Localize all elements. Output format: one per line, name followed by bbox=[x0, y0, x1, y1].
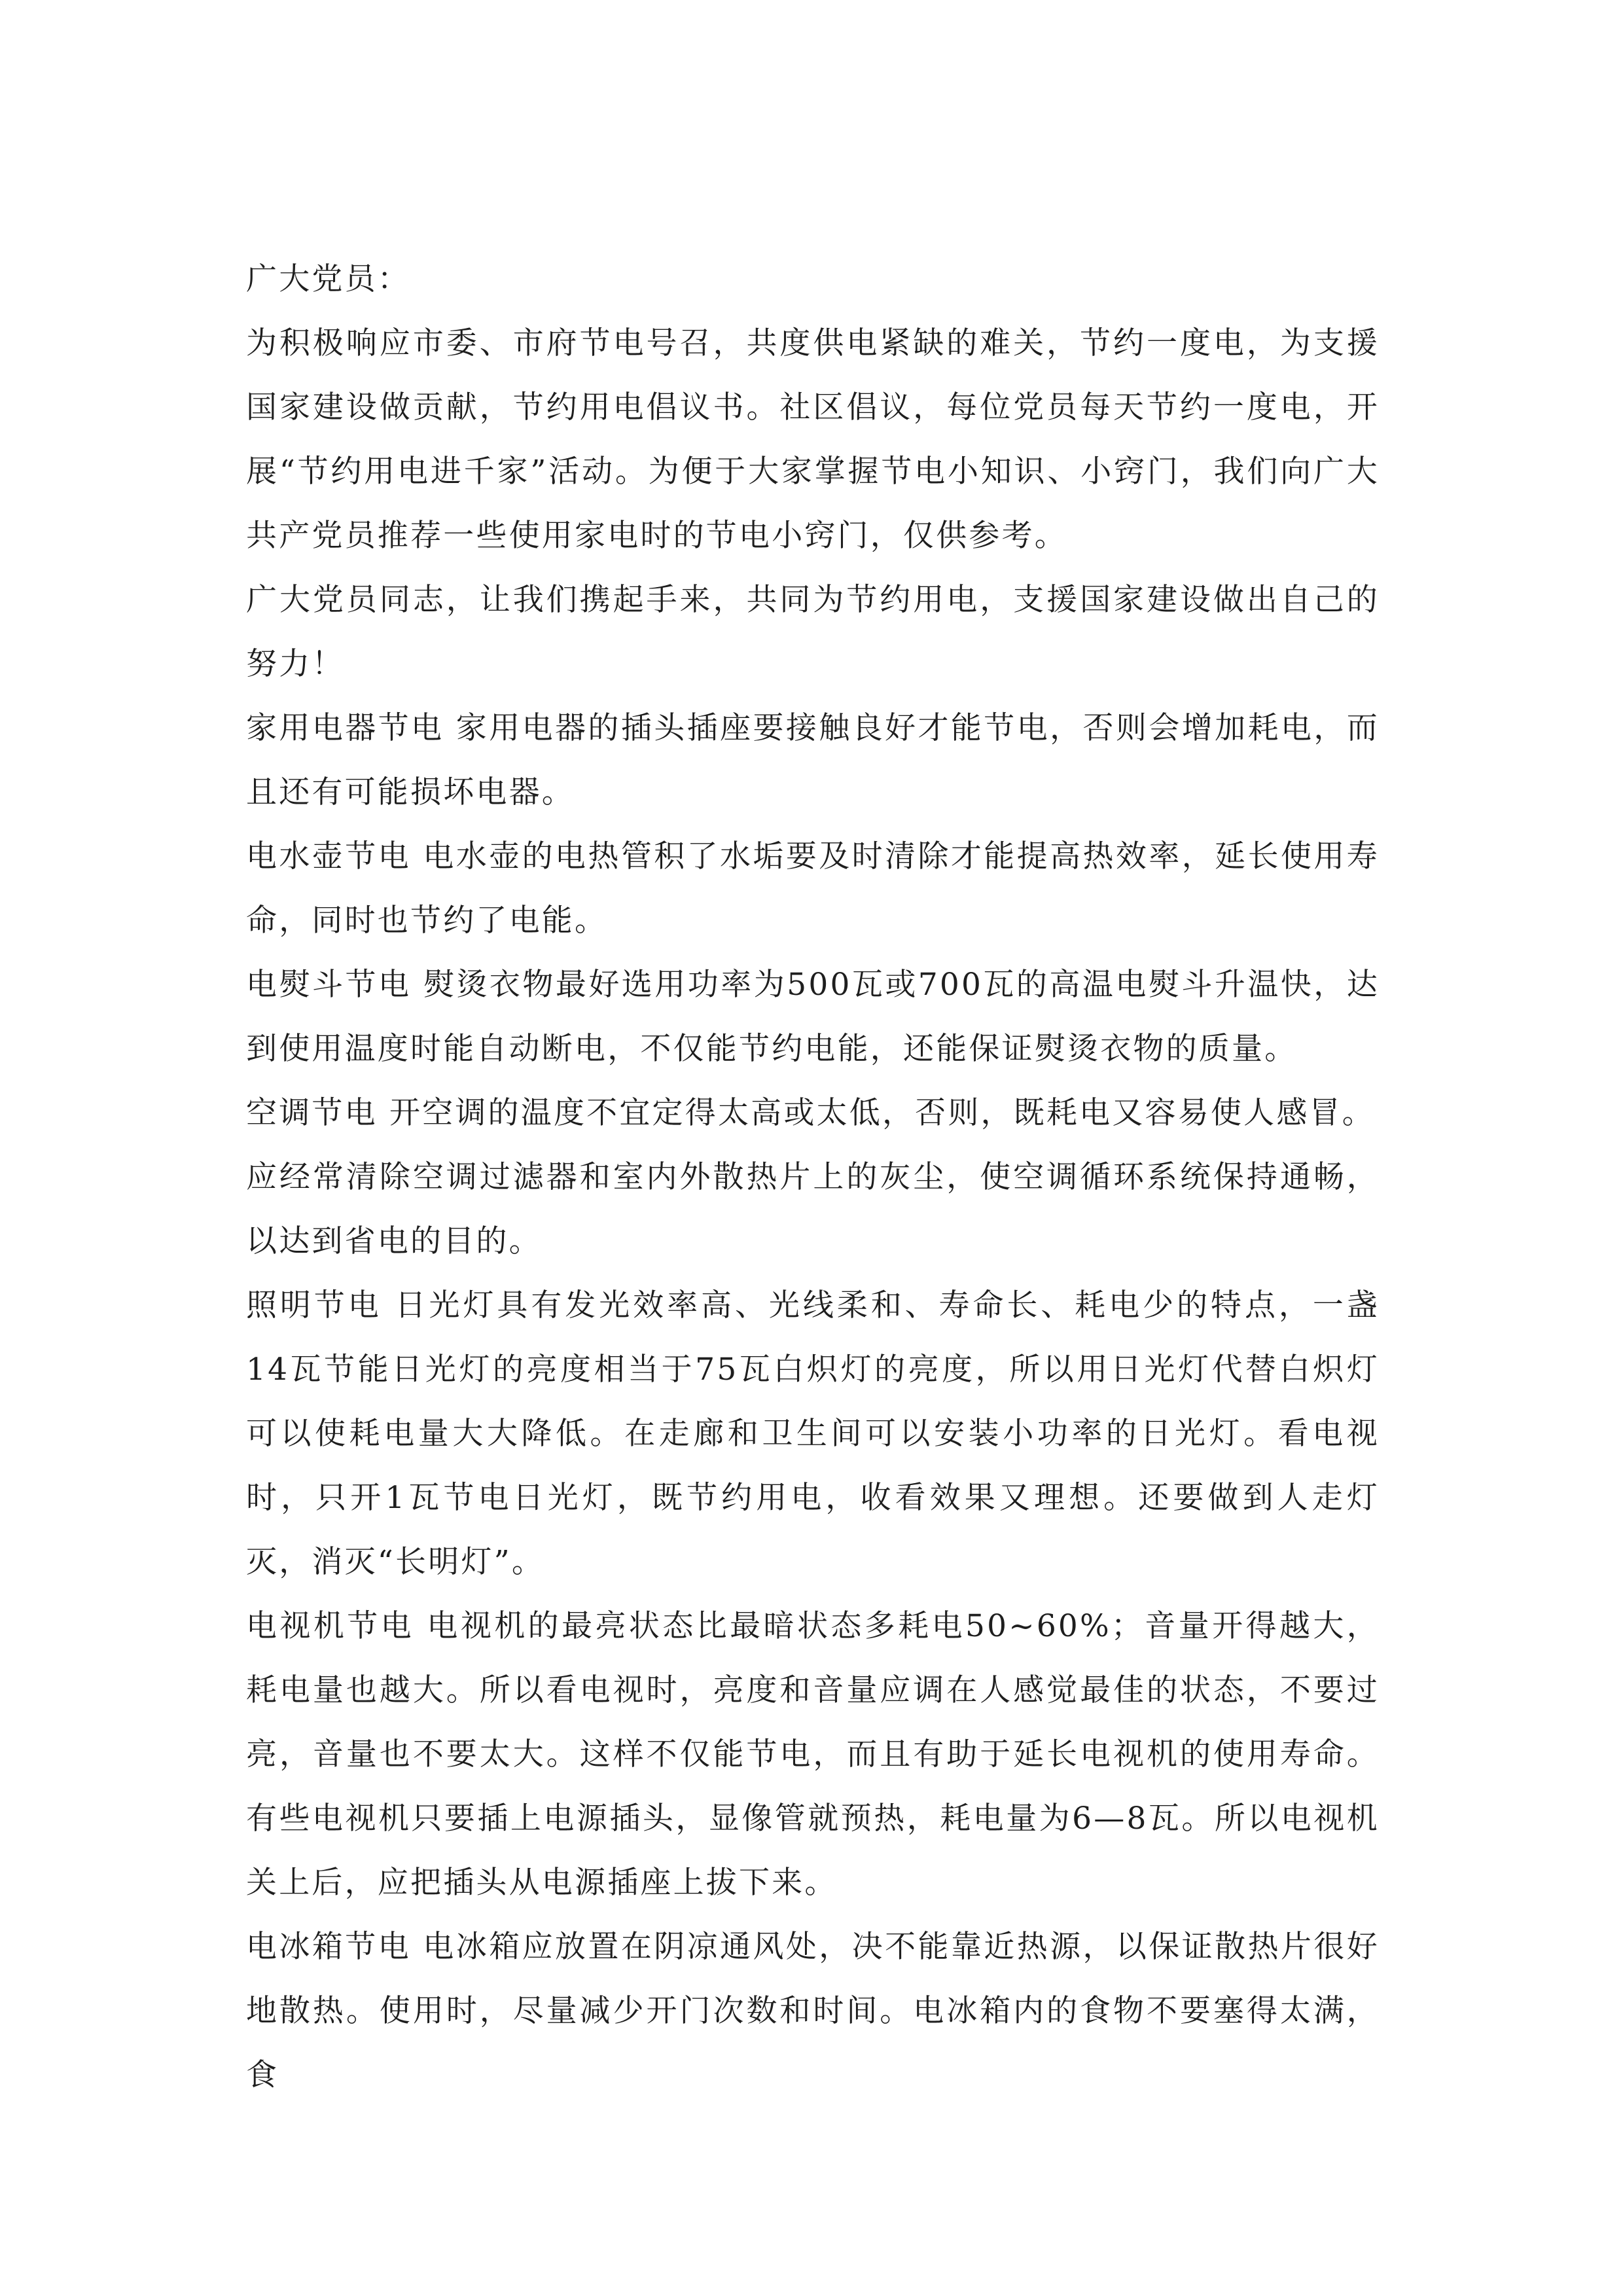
paragraph-iron-tip: 电熨斗节电 熨烫衣物最好选用功率为500瓦或700瓦的高温电熨斗升温快，达到使用温度时能自动断电，不仅能节约电能，还能保证熨烫衣物的质量。 bbox=[246, 967, 1380, 1067]
paragraph-call-to-action: 广大党员同志，让我们携起手来，共同为节约用电，支援国家建设做出自己的努力！ bbox=[246, 582, 1380, 682]
document-body bbox=[246, 247, 1380, 2108]
salutation: 广大党员： bbox=[246, 261, 410, 297]
paragraph-air-conditioner-tip: 空调节电 开空调的温度不宜定得太高或太低，否则，既耗电又容易使人感冒。 bbox=[246, 1095, 1375, 1131]
paragraph-proposal-intro: 为积极响应市委、市府节电号召，共度供电紧缺的难关，节约一度电，为支援国家建设做贡献，节约用电倡议书。社区倡议，每位党员每天节约一度电，开展“节约用电进千家”活动。为便于大家掌握节电小知识、小窍门，我们向广大共产党员推荐一些使用家电时的节电小窍门，仅供参考。 bbox=[246, 325, 1380, 554]
paragraph-television-tip: 电视机节电 电视机的最亮状态比最暗状态多耗电50~60%；音量开得越大，耗电量也越大。所以看电视时，亮度和音量应调在人感觉最佳的状态，不要过亮，音量也不要太大。这样不仅能节电，而且有助于延长电视机的使用寿命。有些电视机只要插上电源插头，显像管就预热，耗电量为6—8瓦。所以电视机关上后，应把插头从电源插座上拔下来。 bbox=[246, 1608, 1380, 1901]
paragraph-lighting-tip: 照明节电 日光灯具有发光效率高、光线柔和、寿命长、耗电少的特点，一盏14瓦节能日光灯的亮度相当于75瓦白炽灯的亮度，所以用日光灯代替白炽灯可以使耗电量大大降低。在走廊和卫生间可以安装小功率的日光灯。看电视时，只开1瓦节电日光灯，既节约用电，收看效果又理想。还要做到人走灯灭，消灭“长明灯”。 bbox=[246, 1287, 1380, 1580]
paragraph-refrigerator-tip: 电冰箱节电 电冰箱应放置在阴凉通风处，决不能靠近热源，以保证散热片很好地散热。使用时，尽量减少开门次数和时间。电冰箱内的食物不要塞得太满，食 bbox=[246, 1929, 1380, 2093]
paragraph-appliance-tip: 家用电器节电 家用电器的插头插座要接触良好才能节电，否则会增加耗电，而且还有可能损坏电器。 bbox=[246, 710, 1380, 810]
paragraph-kettle-tip: 电水壶节电 电水壶的电热管积了水垢要及时清除才能提高热效率，延长使用寿命，同时也节约了电能。 bbox=[246, 838, 1380, 939]
paragraph-air-conditioner-cleaning: 应经常清除空调过滤器和室内外散热片上的灰尘，使空调循环系统保持通畅，以达到省电的目的。 bbox=[246, 1159, 1380, 1259]
